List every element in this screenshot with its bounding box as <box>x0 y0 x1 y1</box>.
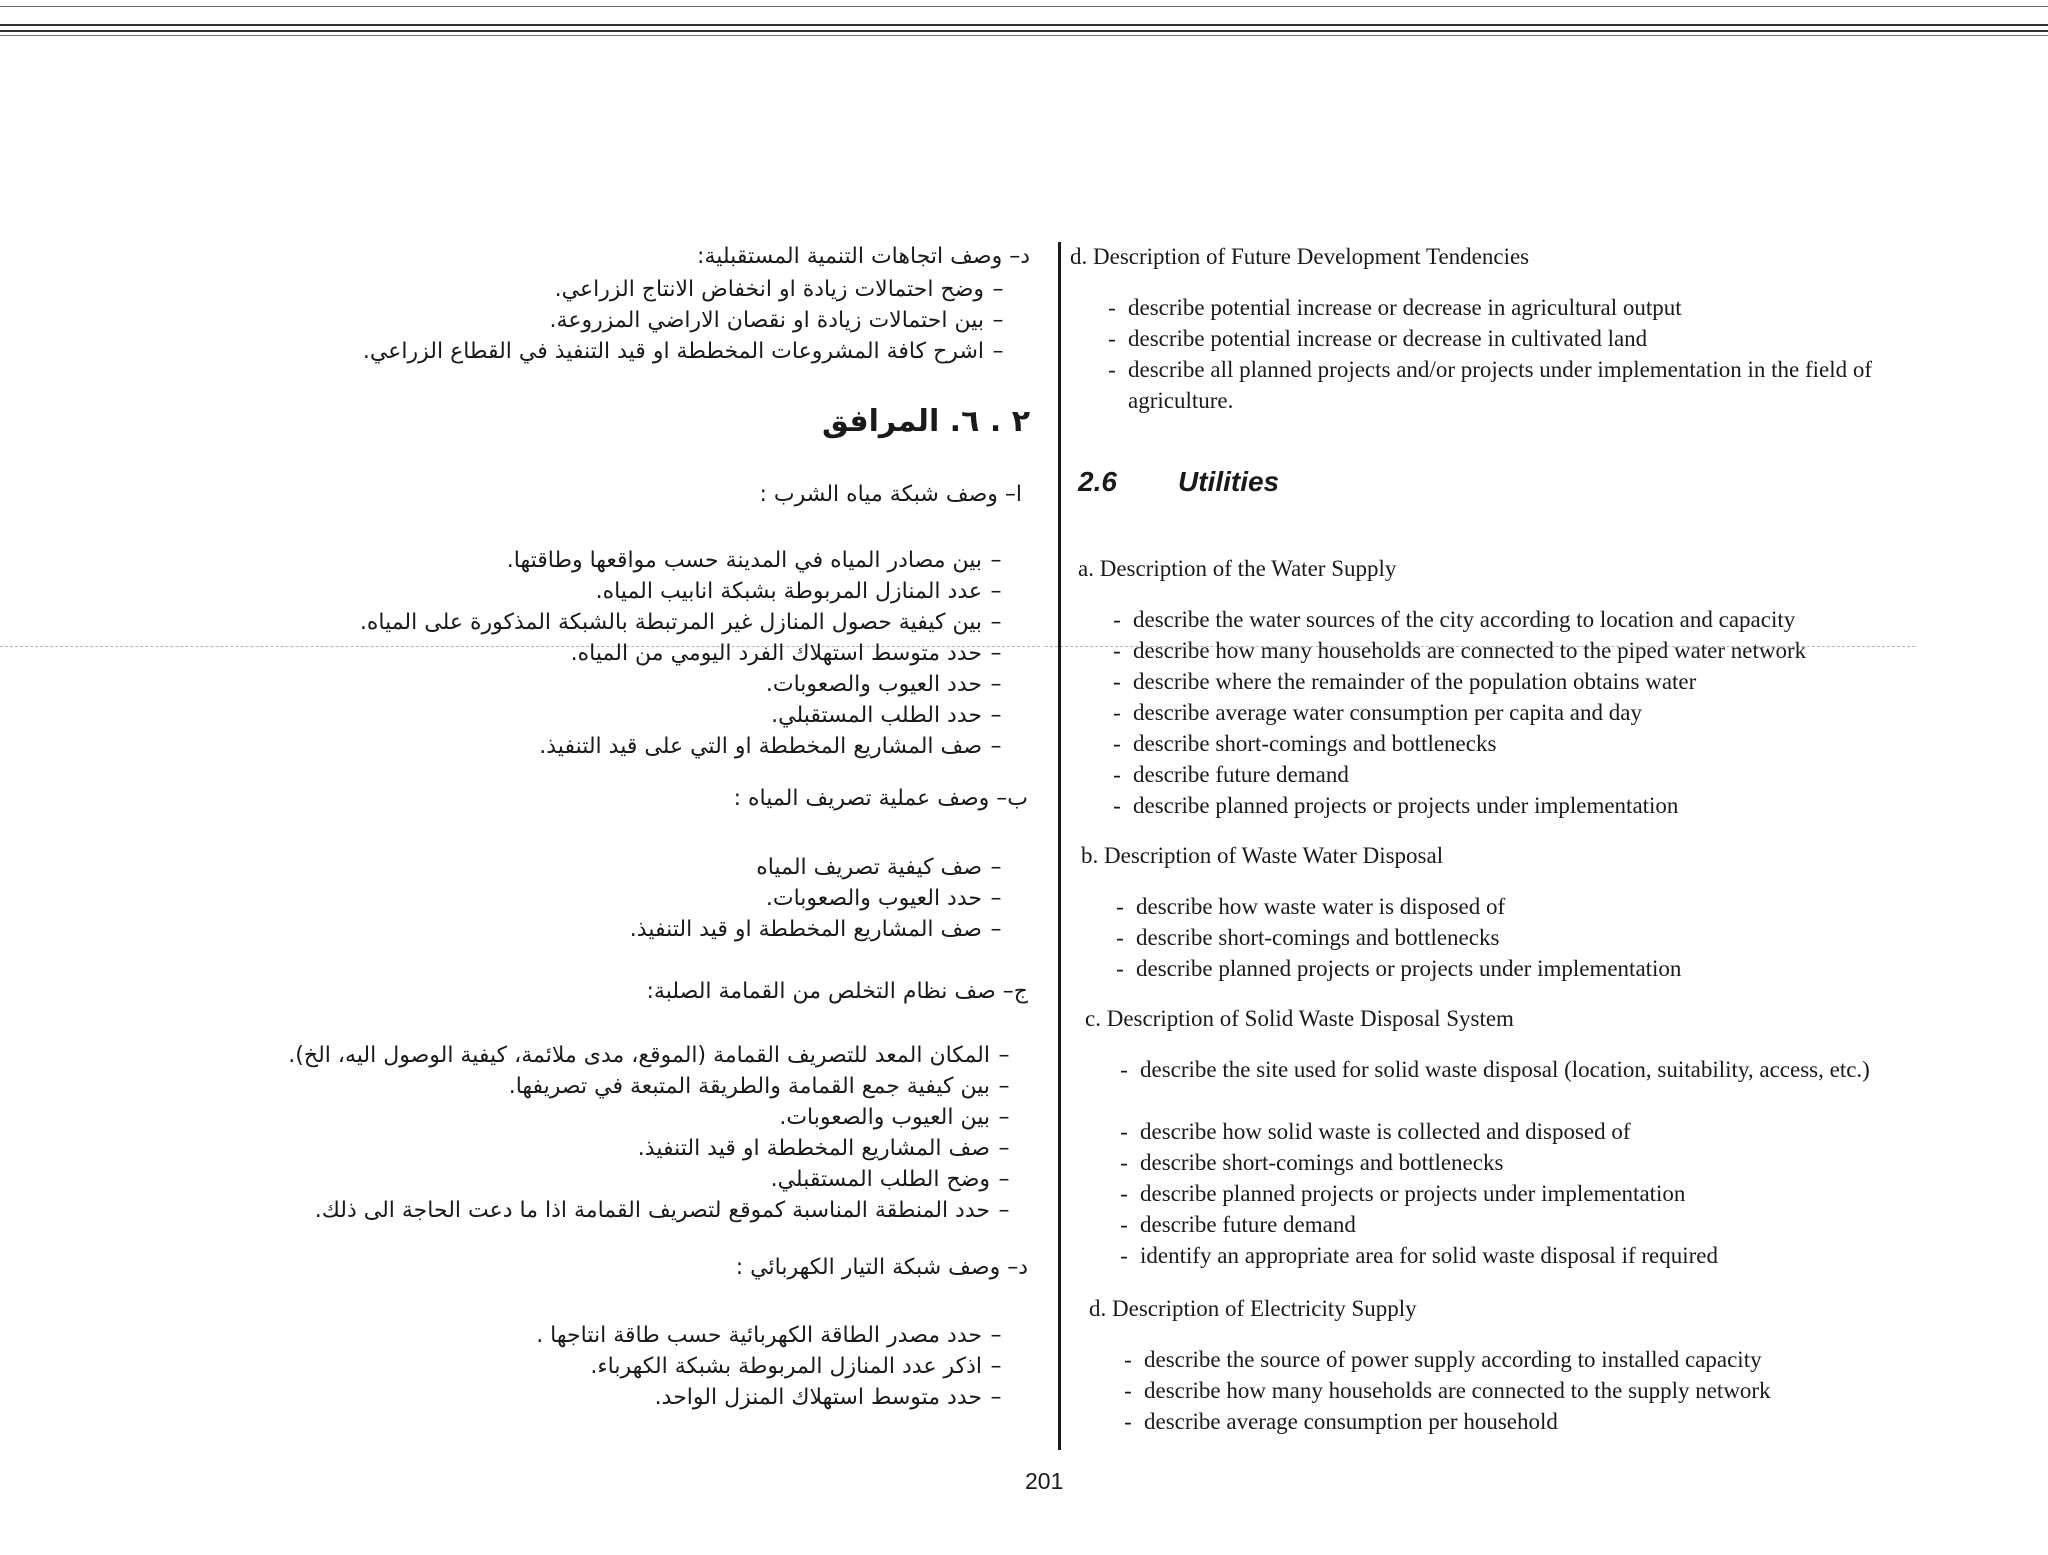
arabic-list-item: –اشرح كافة المشروعات المخططة او قيد التنفيذ في القطاع الزراعي. <box>362 339 1004 364</box>
top-rule <box>0 30 2048 32</box>
heading-solid-waste: c. Description of Solid Waste Disposal System <box>1085 1006 1514 1031</box>
arabic-list-item: –بين كيفية حصول المنازل غير المرتبطة بالشبكة المذكورة على المياه. <box>359 610 1002 635</box>
list-item: - describe planned projects or projects under implementation <box>1116 956 1682 981</box>
arabic-list-item: –صف كيفية تصريف المياه <box>756 855 1002 880</box>
arabic-heading-water-supply: ا– وصف شبكة مياه الشرب : <box>759 482 1022 507</box>
list-item: - describe potential increase or decrease in agricultural output <box>1108 295 1682 320</box>
list-item: - describe all planned projects and/or projects under implementation in the field of agriculture. <box>1108 357 1873 413</box>
arabic-list-item: –صف المشاريع المخططة او قيد التنفيذ. <box>629 917 1002 942</box>
arabic-list-item: –اذكر عدد المنازل المربوطة بشبكة الكهرباء. <box>590 1354 1002 1379</box>
arabic-heading-solid-waste: ج– صف نظام التخلص من القمامة الصلبة: <box>646 979 1028 1004</box>
list-item: - describe how many households are connected to the piped water network <box>1113 638 1807 663</box>
arabic-list-item: –صف المشاريع المخططة او قيد التنفيذ. <box>637 1136 1010 1161</box>
list-item: - describe the source of power supply according to installed capacity <box>1124 1347 1762 1372</box>
arabic-list-item: –وضح الطلب المستقبلي. <box>770 1167 1010 1192</box>
heading-electricity: d. Description of Electricity Supply <box>1089 1296 1417 1321</box>
top-rule-thin <box>0 35 2048 36</box>
arabic-list-item: –حدد متوسط استهلاك المنزل الواحد. <box>654 1385 1002 1410</box>
list-item: - describe short-comings and bottlenecks <box>1116 925 1500 950</box>
arabic-list-item: –حدد الطلب المستقبلي. <box>771 703 1002 728</box>
arabic-section-title: ٢ . ٦. المرافق <box>821 404 1030 439</box>
list-item: - describe short-comings and bottlenecks <box>1120 1150 1504 1175</box>
heading-future-development: d. Description of Future Development Tendencies <box>1070 244 1530 269</box>
list-item: - describe how many households are connected to the supply network <box>1124 1378 1771 1403</box>
section-title: Utilities <box>1178 466 1280 497</box>
list-item: - describe average water consumption per capita and day <box>1113 700 1642 725</box>
list-item: - describe short-comings and bottlenecks <box>1113 731 1497 756</box>
arabic-heading-waste-water: ب– وصف عملية تصريف المياه : <box>733 786 1028 811</box>
arabic-heading-electricity: د– وصف شبكة التيار الكهربائي : <box>735 1255 1028 1280</box>
arabic-list-item: –عدد المنازل المربوطة بشبكة انابيب المياه. <box>595 579 1002 604</box>
arabic-list-item: –صف المشاريع المخططة او التي على قيد التنفيذ. <box>539 734 1002 759</box>
list-item: - describe potential increase or decrease in cultivated land <box>1108 326 1648 351</box>
arabic-list-item: –بين مصادر المياه في المدينة حسب مواقعها وطاقتها. <box>506 548 1002 573</box>
arabic-list-item: –حدد مصدر الطاقة الكهربائية حسب طاقة انتاجها . <box>536 1323 1002 1348</box>
arabic-list-item: –حدد العيوب والصعوبات. <box>765 672 1002 697</box>
arabic-list-item: –وضح احتمالات زيادة او انخفاض الانتاج الزراعي. <box>554 277 1004 302</box>
heading-water-supply: a. Description of the Water Supply <box>1078 556 1397 581</box>
arabic-list-item: –بين العيوب والصعوبات. <box>779 1105 1010 1130</box>
list-item: - describe future demand <box>1120 1212 1356 1237</box>
list-item: - describe where the remainder of the population obtains water <box>1113 669 1697 694</box>
arabic-heading-future-development: د– وصف اتجاهات التنمية المستقبلية: <box>697 244 1030 269</box>
section-number: 2.6 <box>1078 466 1117 497</box>
list-item: - describe how waste water is disposed of <box>1116 894 1506 919</box>
list-item: - describe future demand <box>1113 762 1349 787</box>
section-title-utilities <box>1078 466 1279 498</box>
list-item: - describe planned projects or projects under implementation <box>1113 793 1679 818</box>
list-item: - describe the water sources of the city according to location and capacity <box>1113 607 1796 632</box>
arabic-list-item: –بين كيفية جمع القمامة والطريقة المتبعة في تصريفها. <box>508 1074 1010 1099</box>
arabic-list-item: –حدد متوسط استهلاك الفرد اليومي من المياه. <box>570 641 1002 666</box>
top-rule <box>0 24 2048 26</box>
heading-waste-water: b. Description of Waste Water Disposal <box>1081 843 1444 868</box>
column-divider <box>1058 242 1061 1450</box>
arabic-list-item: –حدد المنطقة المناسبة كموقع لتصريف القمامة اذا ما دعت الحاجة الى ذلك. <box>314 1198 1010 1223</box>
arabic-list-item: –المكان المعد للتصريف القمامة (الموقع، مدى ملائمة، كيفية الوصول اليه، الخ). <box>288 1043 1010 1068</box>
list-item: - identify an appropriate area for solid waste disposal if required <box>1120 1243 1718 1268</box>
list-item: - describe average consumption per household <box>1124 1409 1558 1434</box>
page-number: 201 <box>1025 1468 1064 1494</box>
list-item: - describe the site used for solid waste disposal (location, suitability, access, etc.) <box>1120 1057 1870 1082</box>
list-item: - describe planned projects or projects under implementation <box>1120 1181 1686 1206</box>
arabic-list-item: –حدد العيوب والصعوبات. <box>765 886 1002 911</box>
arabic-list-item: –بين احتمالات زيادة او نقصان الاراضي المزروعة. <box>549 308 1004 333</box>
top-rule-thin <box>0 6 2048 7</box>
list-item: - describe how solid waste is collected and disposed of <box>1120 1119 1631 1144</box>
